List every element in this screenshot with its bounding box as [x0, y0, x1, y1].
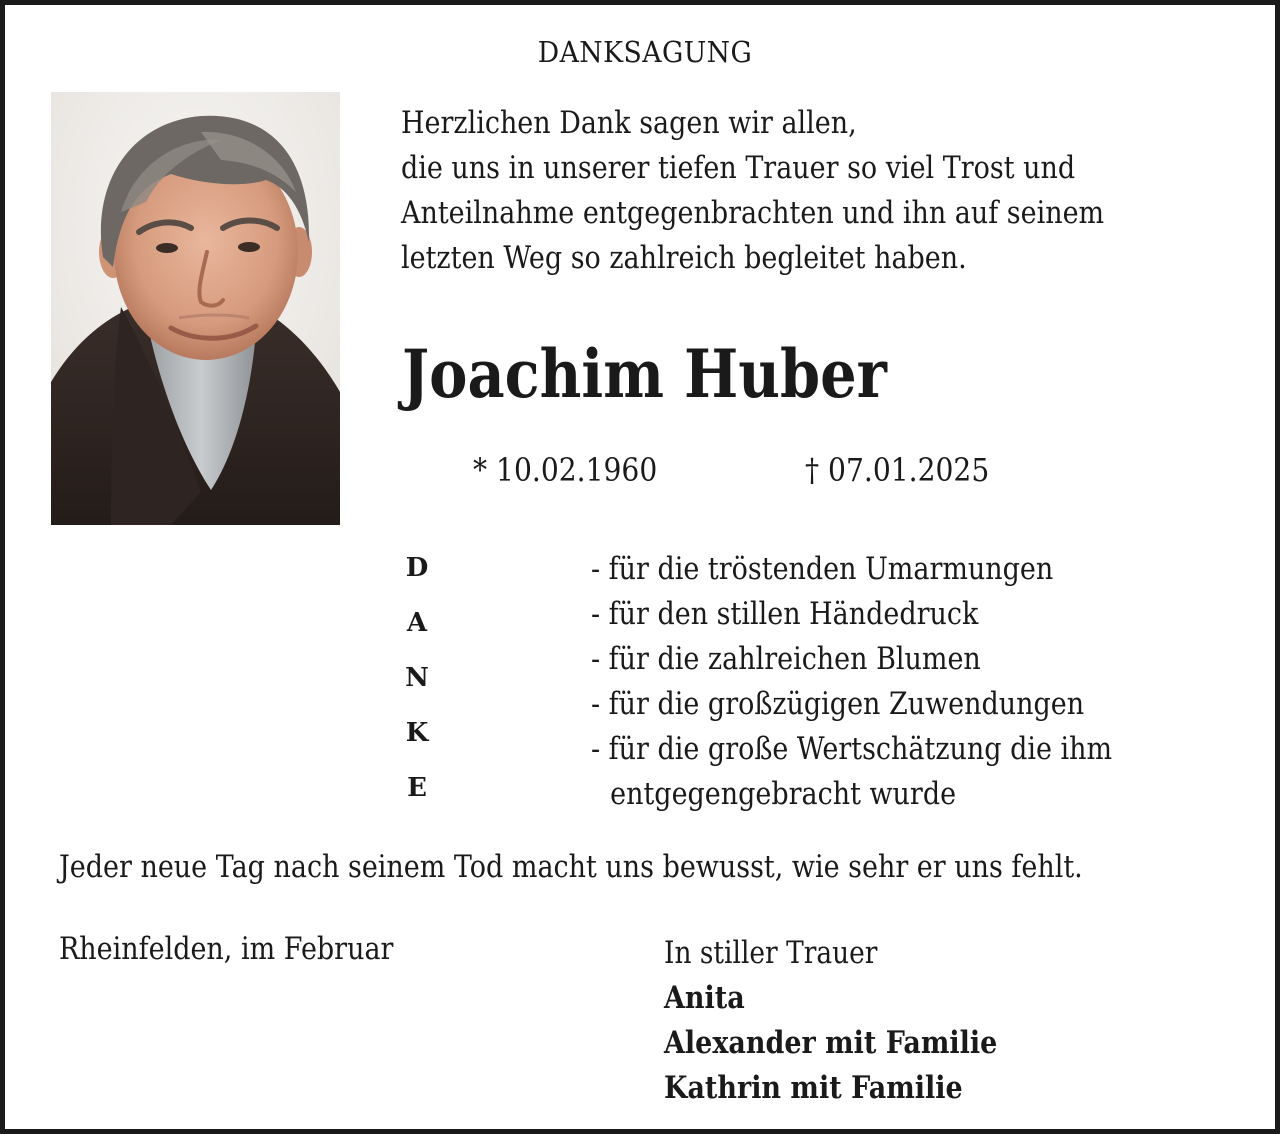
thanks-list: [591, 547, 1112, 817]
closing-quote: Jeder neue Tag nach seinem Tod macht uns bewusst, wie sehr er uns fehlt.: [59, 849, 1083, 885]
deceased-name: Joachim Huber: [402, 335, 887, 413]
thanks-item: - für den stillen Händedruck: [591, 596, 979, 632]
family-member: Kathrin mit Familie: [664, 1070, 963, 1106]
danke-letter: K: [405, 718, 429, 748]
place-and-date: Rheinfelden, im Februar: [59, 931, 394, 967]
danke-letter: N: [405, 663, 429, 693]
intro-line: die uns in unserer tiefen Trauer so viel Trost und: [401, 150, 1076, 186]
portrait-photo: [51, 92, 340, 525]
intro-line: letzten Weg so zahlreich begleitet haben.: [401, 240, 967, 276]
mourners-block: [664, 931, 997, 1111]
thanks-item: - für die große Wertschätzung die ihm: [591, 731, 1113, 767]
thanks-item: - für die zahlreichen Blumen: [591, 641, 981, 677]
family-member: Anita: [664, 980, 745, 1016]
danke-letter: D: [405, 553, 429, 583]
intro-line: Anteilnahme entgegenbrachten und ihn auf seinem: [401, 195, 1105, 231]
intro-line: Herzlichen Dank sagen wir allen,: [401, 105, 857, 141]
thanks-item: - für die großzügigen Zuwendungen: [591, 686, 1085, 722]
family-member: Alexander mit Familie: [664, 1025, 998, 1061]
thanks-item: - für die tröstenden Umarmungen: [591, 551, 1054, 587]
death-date: † 07.01.2025: [805, 451, 990, 489]
danke-letter: E: [407, 773, 427, 803]
danke-letter: A: [406, 608, 428, 638]
mourning-intro: In stiller Trauer: [664, 935, 878, 971]
intro-text: [401, 101, 1114, 281]
notice-heading: DANKSAGUNG: [537, 35, 753, 69]
birth-date: * 10.02.1960: [473, 451, 658, 489]
thanks-item-continuation: entgegengebracht wurde: [610, 776, 957, 812]
danke-acrostic: [401, 545, 433, 820]
